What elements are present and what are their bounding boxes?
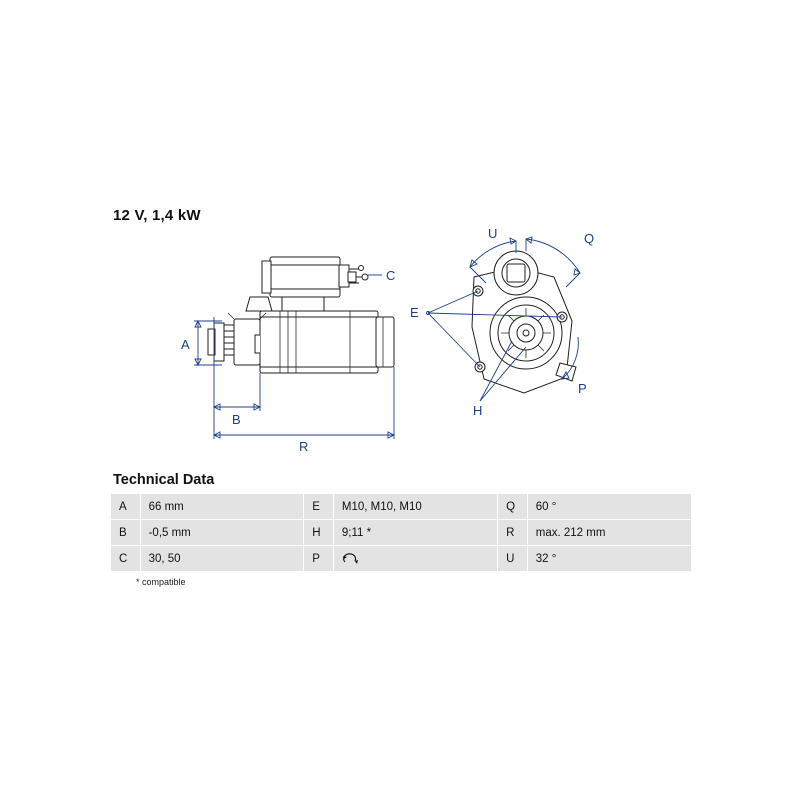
cell-key-Q: Q — [498, 494, 528, 520]
cell-value-B: -0,5 mm — [140, 520, 304, 546]
table-footnote: * compatible — [136, 577, 186, 587]
table-row — [111, 546, 692, 572]
front-view-group — [472, 251, 576, 393]
cell-value-E: M10, M10, M10 — [333, 494, 497, 520]
cell-key-C: C — [111, 546, 141, 572]
dim-label-P: P — [578, 381, 587, 396]
cell-key-B: B — [111, 520, 141, 546]
cell-key-A: A — [111, 494, 141, 520]
cell-key-U: U — [498, 546, 528, 572]
dim-label-U: U — [488, 226, 498, 241]
cell-key-R: R — [498, 520, 528, 546]
cell-value-A: 66 mm — [140, 494, 304, 520]
cell-key-H: H — [304, 520, 334, 546]
dim-label-Q: Q — [584, 231, 595, 246]
cell-key-E: E — [304, 494, 334, 520]
page-title: 12 V, 1,4 kW — [113, 207, 201, 224]
dim-label-E: E — [410, 305, 419, 320]
dim-label-B: B — [232, 412, 241, 427]
table-row — [111, 520, 692, 546]
starter-motor-drawing — [110, 225, 710, 465]
dim-label-R: R — [299, 439, 309, 454]
rotation-arrow-icon — [342, 552, 360, 566]
cell-value-R: max. 212 mm — [527, 520, 691, 546]
technical-data-table — [110, 493, 692, 572]
cell-value-U: 32 ° — [527, 546, 691, 572]
cell-value-P — [333, 546, 497, 572]
cell-value-C: 30, 50 — [140, 546, 304, 572]
dim-label-H: H — [473, 403, 483, 418]
technical-data-heading: Technical Data — [113, 472, 215, 488]
cell-value-Q: 60 ° — [527, 494, 691, 520]
dim-label-A: A — [181, 337, 190, 352]
table-row — [111, 494, 692, 520]
dim-label-C: C — [386, 268, 396, 283]
cell-value-H: 9;11 * — [333, 520, 497, 546]
cell-key-P: P — [304, 546, 334, 572]
side-view-group — [208, 257, 394, 373]
